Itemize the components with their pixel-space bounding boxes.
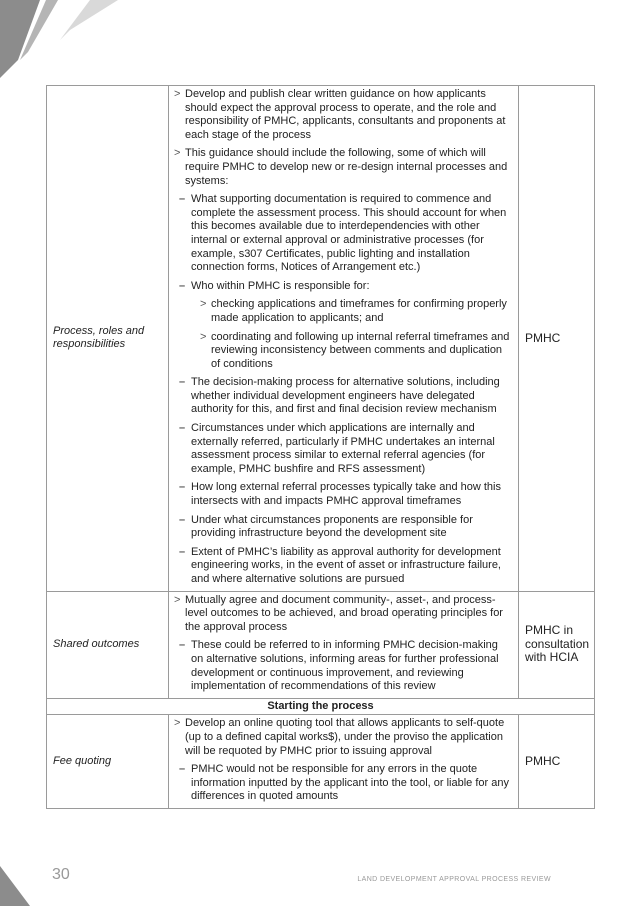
section-header-row bbox=[47, 698, 595, 715]
list-item bbox=[173, 717, 512, 758]
row-owner: PMHC bbox=[519, 715, 595, 809]
list-item bbox=[173, 331, 512, 372]
recommendations-table bbox=[46, 85, 595, 809]
list-item-text: Develop an online quoting tool that allows applicants to self-quote (up to a defined capital works$), under the proviso the application will be requoted by PMHC prior to issuing approval bbox=[185, 717, 505, 757]
list-item-text: Develop and publish clear written guidance on how applicants should expect the approval process to operate, and the role and responsibility of PMHC, applicants, consultants and proponents at each stage of the process bbox=[185, 88, 506, 141]
row-topic: Shared outcomes bbox=[47, 591, 169, 698]
arrow-bullet-icon: > bbox=[174, 593, 181, 606]
list-item-text: This guidance should include the following, some of which will require PMHC to develop new or re-design internal processes and systems: bbox=[185, 147, 508, 187]
list-item-text: Under what circumstances proponents are responsible for providing infrastructure beyond the development site bbox=[191, 513, 473, 540]
row-topic: Process, roles and responsibilities bbox=[47, 86, 169, 592]
arrow-bullet-icon: > bbox=[174, 147, 181, 160]
list-item bbox=[173, 147, 512, 188]
list-item-text: checking applications and timeframes for confirming properly made application to applicants; and bbox=[211, 298, 507, 324]
table-row bbox=[47, 591, 595, 698]
table-row bbox=[47, 86, 595, 592]
arrow-bullet-icon: > bbox=[200, 330, 207, 343]
arrow-bullet-icon: > bbox=[174, 88, 181, 100]
list-item bbox=[173, 422, 512, 476]
row-topic: Fee quoting bbox=[47, 715, 169, 809]
list-item bbox=[173, 546, 512, 587]
list-item-text: How long external referral processes typically take and how this intersects with and impacts PMHC approval timeframes bbox=[191, 481, 501, 508]
list-item bbox=[173, 481, 512, 508]
dash-bullet-icon: – bbox=[179, 481, 186, 494]
dash-bullet-icon: – bbox=[179, 422, 186, 435]
row-actions bbox=[169, 591, 519, 698]
arrow-bullet-icon: > bbox=[200, 298, 207, 311]
list-item bbox=[173, 280, 512, 294]
page-number: 30 bbox=[52, 866, 70, 883]
dash-bullet-icon: – bbox=[179, 639, 186, 652]
list-item-text: coordinating and following up internal referral timeframes and reviewing inconsistency between comments and duplication of conditions bbox=[211, 330, 510, 370]
dash-bullet-icon: – bbox=[179, 279, 186, 292]
list-item bbox=[173, 88, 512, 142]
dash-bullet-icon: – bbox=[179, 545, 186, 558]
list-item bbox=[173, 639, 512, 693]
corner-decoration bbox=[0, 0, 120, 90]
table-row bbox=[47, 715, 595, 809]
list-item-text: Mutually agree and document community-, asset-, and process-level outcomes to be achieved, and broad operating principles for the approval process bbox=[185, 593, 503, 633]
list-item bbox=[173, 193, 512, 275]
list-item-text: These could be referred to in informing PMHC decision-making on alternative solutions, informing areas for further professional development or continuous improvement, and reviewing implementation of recommendations of this review bbox=[191, 639, 499, 693]
row-owner: PMHC bbox=[519, 86, 595, 592]
list-item-text: PMHC would not be responsible for any errors in the quote information inputted by the applicant into the tool, or liable for any differences in quoted amounts bbox=[191, 763, 509, 803]
section-title: Starting the process bbox=[47, 698, 595, 715]
list-item bbox=[173, 763, 512, 804]
list-item-text: What supporting documentation is required to commence and complete the assessment process. This should account for when this becomes available due to interdependencies with other internal or external approval or administrative processes (for example, s307 Certificates, public lighting and installation connection forms, Notices of Arrangement etc.) bbox=[191, 193, 507, 274]
report-title: LAND DEVELOPMENT APPROVAL PROCESS REVIEW bbox=[357, 876, 551, 883]
row-owner: PMHC in consultation with HCIA bbox=[519, 591, 595, 698]
list-item-text: The decision-making process for alternative solutions, including whether individual development engineers have delegated authority for this, and first and final decision review mechanism bbox=[191, 376, 500, 416]
row-actions bbox=[169, 715, 519, 809]
list-item-text: Extent of PMHC’s liability as approval authority for development engineering works, in the event of asset or infrastructure failure, and where alternative solutions are pursued bbox=[191, 545, 501, 585]
list-item bbox=[173, 594, 512, 635]
dash-bullet-icon: – bbox=[179, 376, 186, 389]
corner-decoration-bottom bbox=[0, 866, 40, 906]
list-item-text: Who within PMHC is responsible for: bbox=[191, 279, 370, 292]
arrow-bullet-icon: > bbox=[174, 717, 181, 730]
dash-bullet-icon: – bbox=[179, 513, 186, 526]
list-item bbox=[173, 376, 512, 417]
row-actions bbox=[169, 86, 519, 592]
dash-bullet-icon: – bbox=[179, 193, 186, 206]
list-item bbox=[173, 514, 512, 541]
list-item bbox=[173, 298, 512, 325]
dash-bullet-icon: – bbox=[179, 763, 186, 776]
list-item-text: Circumstances under which applications are internally and externally referred, particularly if PMHC undertakes an internal assessment process similar to external referral agencies (for example, PMHC bushfire and RFS assessment) bbox=[191, 422, 495, 475]
